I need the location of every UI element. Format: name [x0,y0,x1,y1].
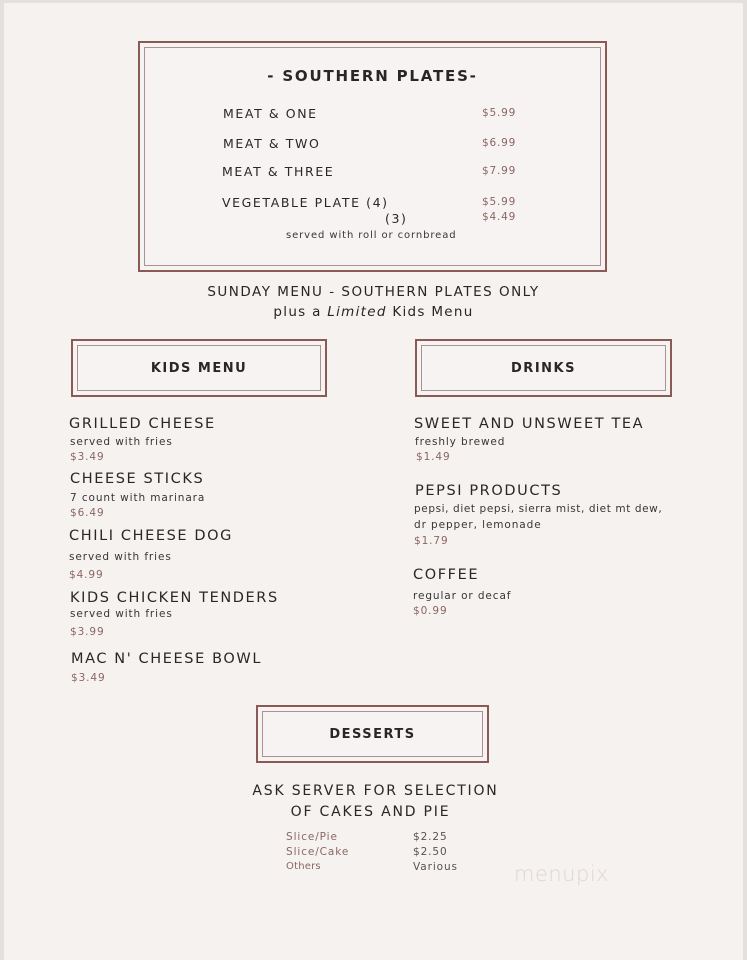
sunday-notice-line1: SUNDAY MENU - SOUTHERN PLATES ONLY [207,284,540,300]
sunday-notice-suffix: Kids Menu [386,304,474,320]
menu-item-price: $6.99 [482,137,517,149]
drink-item-price: $0.99 [413,605,448,617]
watermark-logo: menupix [514,862,610,886]
dessert-item-price: $2.25 [413,831,448,843]
dessert-item-name: Slice/Pie [286,831,338,843]
kids-item-price: $6.49 [70,507,105,519]
kids-item-name: CHEESE STICKS [70,471,205,487]
drink-item-price: $1.49 [416,451,451,463]
kids-item-price: $3.49 [70,451,105,463]
kids-item-price: $4.99 [69,569,104,581]
drinks-frame [415,339,672,397]
drink-item-price: $1.79 [414,535,449,547]
dessert-item-price: $2.50 [413,846,448,858]
dessert-item-name: Slice/Cake [286,846,350,858]
menu-item-name: VEGETABLE PLATE (4) [222,195,389,210]
menu-item-name: MEAT & ONE [223,106,318,121]
kids-item-desc: served with fries [70,608,173,620]
sunday-notice-prefix: plus a [273,304,328,320]
kids-item-name: CHILI CHEESE DOG [69,528,234,544]
kids-menu-frame [71,339,327,397]
drink-item-name: SWEET AND UNSWEET TEA [414,416,645,432]
kids-menu-title: KIDS MENU [150,361,248,376]
desserts-frame [256,705,489,763]
drink-item-desc: freshly brewed [415,436,506,448]
menu-item-name: MEAT & TWO [223,136,321,151]
drink-item-desc: pepsi, diet pepsi, sierra mist, diet mt dew, [414,503,663,515]
sunday-notice-line2 [0,304,747,320]
menu-item-price: $7.99 [482,165,517,177]
desserts-line2: OF CAKES AND PIE [290,804,451,820]
menu-item-name: (3) [385,211,408,226]
dessert-item-name: Others [286,861,321,872]
kids-item-desc: served with fries [69,551,172,563]
menu-item-price: $5.99 [482,196,517,208]
menu-item-name: MEAT & THREE [222,164,335,179]
dessert-item-price: Various [413,861,458,873]
kids-item-name: KIDS CHICKEN TENDERS [70,590,279,606]
desserts-line1: ASK SERVER FOR SELECTION [252,783,499,799]
drink-item-name: PEPSI PRODUCTS [415,483,563,499]
drink-item-desc: regular or decaf [413,590,512,602]
menu-item-price: $5.99 [482,107,517,119]
kids-item-name: GRILLED CHEESE [69,416,216,432]
drink-item-name: COFFEE [413,567,480,583]
desserts-title: DESSERTS [329,727,416,742]
drink-item-desc-line2: dr pepper, lemonade [414,519,542,531]
kids-item-desc: 7 count with marinara [70,492,206,504]
sunday-notice-emphasis: Limited [327,304,387,320]
kids-item-price: $3.99 [70,626,105,638]
southern-plates-note: served with roll or cornbread [286,230,457,241]
drinks-title: DRINKS [511,361,576,376]
kids-item-name: MAC N' CHEESE BOWL [71,651,262,667]
menu-item-price: $4.49 [482,211,517,223]
kids-item-price: $3.49 [71,672,106,684]
kids-item-desc: served with fries [70,436,173,448]
southern-plates-title: - SOUTHERN PLATES- [267,67,478,85]
